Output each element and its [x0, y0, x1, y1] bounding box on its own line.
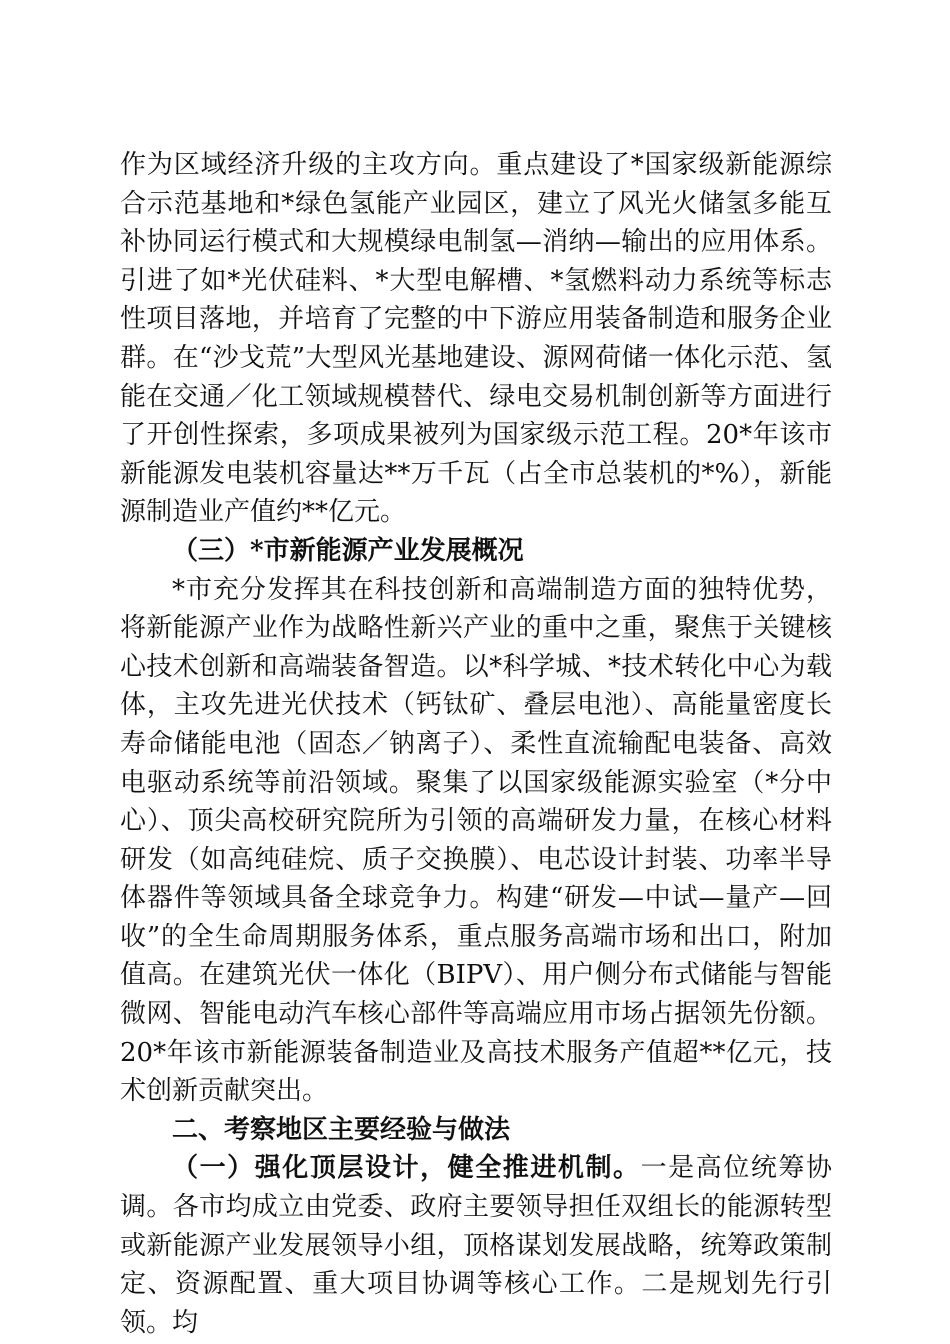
section-heading: 二、考察地区主要经验与做法 — [172, 1114, 511, 1145]
paragraph-body: 一是高位统筹协调。各市均成立由党委、政府主要领导担任双组长的能源转型或新能源产业发展领导小组，顶格谋划发展战略，统筹政策制定、资源配置、重大项目协调等核心工作。二是规划先行引领。均 — [120, 1153, 832, 1338]
document-page — [120, 146, 832, 1342]
body-paragraph: *市充分发挥其在科技创新和高端制造方面的独特优势，将新能源产业作为战略性新兴产业的重中之重，聚焦于关键核心技术创新和高端装备智造。以*科学城、*技术转化中心为载体，主攻先进光伏技术（钙钛矿、叠层电池）、高能量密度长寿命储能电池（固态／钠离子）、柔性直流输配电装备、高效电驱动系统等前沿领域。聚集了以国家级能源实验室（*分中心）、顶尖高校研究院所为引领的高端研发力量，在核心材料研发（如高纯硅烷、质子交换膜）、电芯设计封装、功率半导体器件等领域具备全球竞争力。构建“研发—中试—量产—回收”的全生命周期服务体系，重点服务高端市场和出口，附加值高。在建筑光伏一体化（BIPV）、用户侧分布式储能与智能微网、智能电动汽车核心部件等高端应用市场占据领先份额。20*年该市新能源装备制造业及高技术服务产值超**亿元，技术创新贡献突出。 — [120, 574, 832, 1107]
paragraph-lead: （一）强化顶层设计，健全推进机制。 — [172, 1153, 641, 1184]
body-paragraph: 作为区域经济升级的主攻方向。重点建设了*国家级新能源综合示范基地和*绿色氢能产业园区，建立了风光火储氢多能互补协同运行模式和大规模绿电制氢—消纳—输出的应用体系。引进了如*光伏硅料、*大型电解槽、*氢燃料动力系统等标志性项目落地，并培育了完整的中下游应用装备制造和服务企业群。在“沙戈荒”大型风光基地建设、源网荷储一体化示范、氢能在交通／化工领域规模替代、绿电交易机制创新等方面进行了开创性探索，多项成果被列为国家级示范工程。20*年该市新能源发电装机容量达**万千瓦（占全市总装机的*%），新能源制造业产值约**亿元。 — [120, 150, 832, 528]
section-subheading: （三）*市新能源产业发展概况 — [172, 535, 524, 566]
body-paragraph — [120, 1149, 832, 1342]
